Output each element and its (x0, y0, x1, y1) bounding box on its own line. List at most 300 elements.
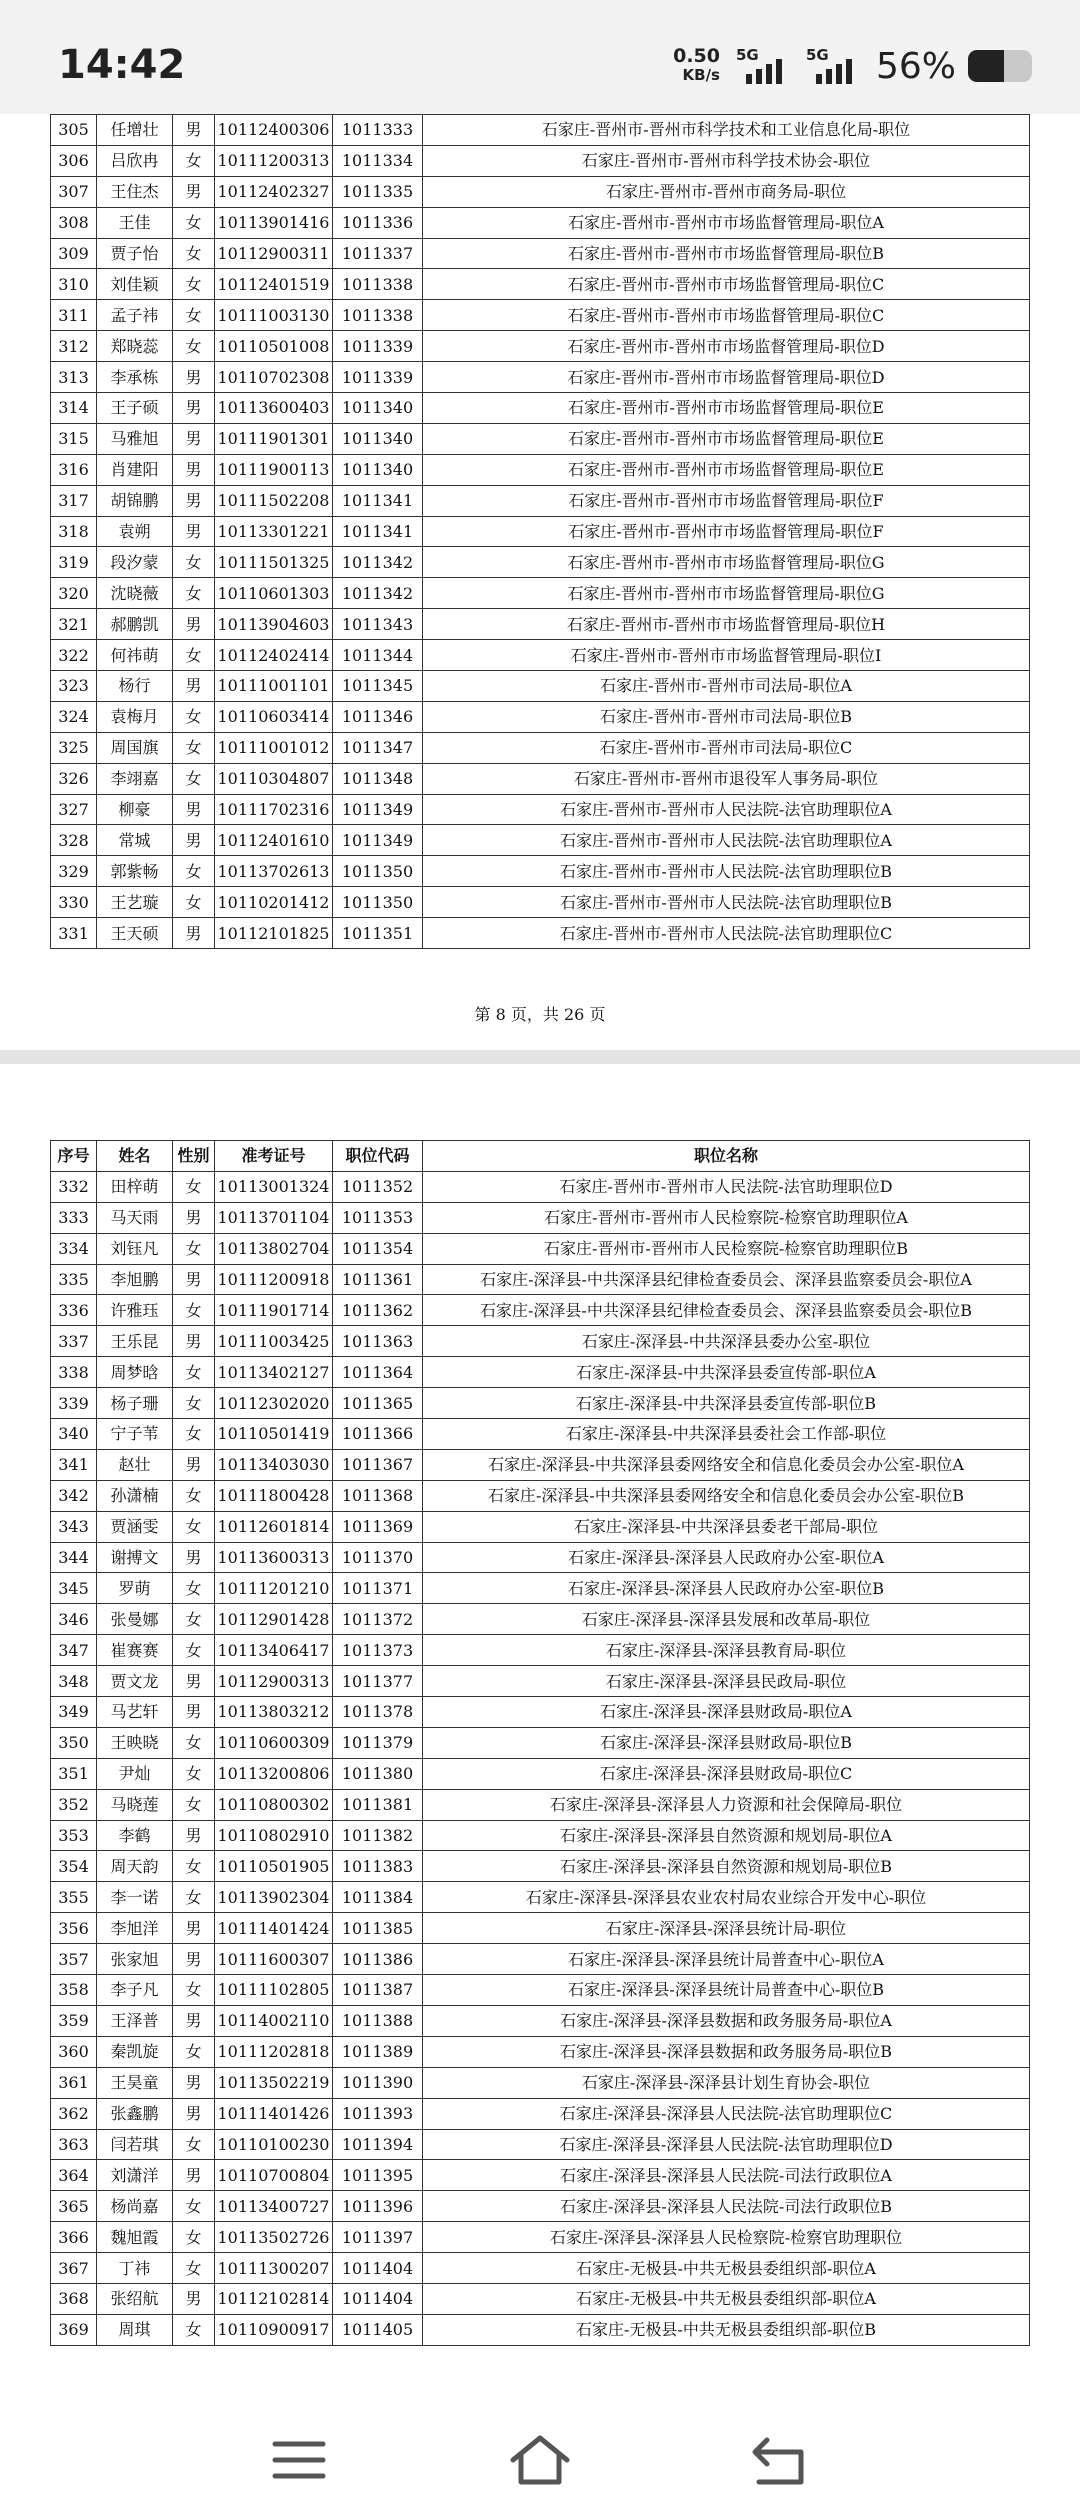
cell-name: 郝鹏凯 (97, 609, 173, 640)
cell-position-name: 石家庄-晋州市-晋州市司法局-职位B (423, 701, 1030, 732)
cell-index: 306 (51, 145, 97, 176)
cell-name: 何祎萌 (97, 640, 173, 671)
cell-exam-id: 10111501325 (215, 547, 333, 578)
table-row (51, 609, 1030, 640)
cell-position-code: 1011393 (333, 2098, 423, 2129)
cell-gender: 男 (173, 393, 215, 424)
battery-fill (968, 50, 1004, 82)
cell-exam-id: 10110700804 (215, 2160, 333, 2191)
cell-index: 323 (51, 671, 97, 702)
cell-exam-id: 10110304807 (215, 763, 333, 794)
cell-gender: 女 (173, 1511, 215, 1542)
cell-index: 309 (51, 238, 97, 269)
cell-position-code: 1011346 (333, 701, 423, 732)
cell-position-name: 石家庄-深泽县-深泽县财政局-职位C (423, 1758, 1030, 1789)
cell-position-name: 石家庄-晋州市-晋州市人民检察院-检察官助理职位B (423, 1233, 1030, 1264)
roster-table-page-9 (50, 1140, 1030, 2346)
cell-position-code: 1011363 (333, 1326, 423, 1357)
table-row (51, 671, 1030, 702)
cell-exam-id: 10111401424 (215, 1913, 333, 1944)
cell-position-code: 1011364 (333, 1357, 423, 1388)
cell-index: 315 (51, 423, 97, 454)
menu-icon[interactable] (265, 2430, 335, 2490)
cell-position-code: 1011334 (333, 145, 423, 176)
cell-index: 328 (51, 825, 97, 856)
cell-position-code: 1011386 (333, 1944, 423, 1975)
table-row (51, 1913, 1030, 1944)
cell-index: 346 (51, 1604, 97, 1635)
cell-gender: 男 (173, 454, 215, 485)
cell-name: 常城 (97, 825, 173, 856)
cell-name: 沈晓薇 (97, 578, 173, 609)
cell-gender: 男 (173, 485, 215, 516)
cell-exam-id: 10113200806 (215, 1758, 333, 1789)
header-position-code: 职位代码 (333, 1141, 423, 1172)
cell-position-code: 1011342 (333, 547, 423, 578)
back-icon[interactable] (745, 2430, 815, 2490)
cell-exam-id: 10112401519 (215, 269, 333, 300)
cell-index: 326 (51, 763, 97, 794)
cell-position-name: 石家庄-晋州市-晋州市市场监督管理局-职位D (423, 362, 1030, 393)
cell-position-code: 1011349 (333, 794, 423, 825)
cell-index: 341 (51, 1449, 97, 1480)
cell-position-name: 石家庄-深泽县-深泽县人民法院-法官助理职位C (423, 2098, 1030, 2129)
cell-gender: 女 (173, 1480, 215, 1511)
cell-exam-id: 10110800302 (215, 1789, 333, 1820)
cell-index: 366 (51, 2222, 97, 2253)
table-row (51, 1851, 1030, 1882)
table-row (51, 516, 1030, 547)
table-row (51, 856, 1030, 887)
cell-index: 362 (51, 2098, 97, 2129)
table-row (51, 918, 1030, 949)
cell-exam-id: 10111200313 (215, 145, 333, 176)
cell-gender: 女 (173, 145, 215, 176)
battery-icon (968, 50, 1032, 82)
cell-position-code: 1011380 (333, 1758, 423, 1789)
cell-position-code: 1011382 (333, 1820, 423, 1851)
cell-index: 327 (51, 794, 97, 825)
cell-position-name: 石家庄-晋州市-晋州市人民法院-法官助理职位B (423, 887, 1030, 918)
cell-exam-id: 10110501419 (215, 1419, 333, 1450)
cell-index: 340 (51, 1419, 97, 1450)
cell-gender: 男 (173, 1913, 215, 1944)
cell-gender: 男 (173, 1542, 215, 1573)
cell-position-name: 石家庄-晋州市-晋州市人民法院-法官助理职位C (423, 918, 1030, 949)
cell-index: 364 (51, 2160, 97, 2191)
cell-position-name: 石家庄-深泽县-深泽县统计局-职位 (423, 1913, 1030, 1944)
status-time: 14:42 (58, 42, 186, 88)
cell-position-name: 石家庄-深泽县-深泽县人民政府办公室-职位B (423, 1573, 1030, 1604)
cell-gender: 男 (173, 1264, 215, 1295)
cell-exam-id: 10111003130 (215, 300, 333, 331)
cell-gender: 女 (173, 1171, 215, 1202)
cell-name: 肖建阳 (97, 454, 173, 485)
cell-index: 325 (51, 732, 97, 763)
cell-gender: 女 (173, 1758, 215, 1789)
network-speed-unit: KB/s (682, 66, 720, 84)
table-row (51, 1542, 1030, 1573)
signal-1-label: 5G (735, 46, 759, 64)
cell-position-code: 1011367 (333, 1449, 423, 1480)
table-row (51, 1820, 1030, 1851)
cell-name: 田梓萌 (97, 1171, 173, 1202)
cell-name: 李翊嘉 (97, 763, 173, 794)
cell-position-name: 石家庄-晋州市-晋州市市场监督管理局-职位I (423, 640, 1030, 671)
page-divider (0, 1050, 1080, 1064)
cell-index: 334 (51, 1233, 97, 1264)
cell-position-name: 石家庄-深泽县-中共深泽县委网络安全和信息化委员会办公室-职位A (423, 1449, 1030, 1480)
cell-exam-id: 10112302020 (215, 1388, 333, 1419)
cell-index: 365 (51, 2191, 97, 2222)
home-icon[interactable] (505, 2430, 575, 2490)
cell-gender: 女 (173, 1233, 215, 1264)
cell-exam-id: 10112102814 (215, 2283, 333, 2314)
cell-index: 332 (51, 1171, 97, 1202)
cell-position-code: 1011368 (333, 1480, 423, 1511)
cell-name: 周琪 (97, 2314, 173, 2345)
cell-name: 周天韵 (97, 1851, 173, 1882)
cell-position-name: 石家庄-深泽县-深泽县自然资源和规划局-职位B (423, 1851, 1030, 1882)
cell-name: 王子硕 (97, 393, 173, 424)
cell-name: 李鹤 (97, 1820, 173, 1851)
cell-exam-id: 10111901714 (215, 1295, 333, 1326)
cell-name: 周梦晗 (97, 1357, 173, 1388)
cell-position-code: 1011342 (333, 578, 423, 609)
table-row (51, 331, 1030, 362)
cell-gender: 男 (173, 2283, 215, 2314)
cell-exam-id: 10112402327 (215, 176, 333, 207)
cell-gender: 男 (173, 609, 215, 640)
table-row (51, 238, 1030, 269)
table-row (51, 176, 1030, 207)
cell-position-code: 1011341 (333, 516, 423, 547)
cell-exam-id: 10112401610 (215, 825, 333, 856)
cell-name: 崔赛赛 (97, 1635, 173, 1666)
cell-position-code: 1011354 (333, 1233, 423, 1264)
cell-name: 郑晓蕊 (97, 331, 173, 362)
cell-position-name: 石家庄-深泽县-深泽县人民政府办公室-职位A (423, 1542, 1030, 1573)
cell-index: 355 (51, 1882, 97, 1913)
cell-name: 马艺轩 (97, 1697, 173, 1728)
table-row (51, 1697, 1030, 1728)
cell-position-name: 石家庄-深泽县-深泽县财政局-职位B (423, 1727, 1030, 1758)
cell-index: 329 (51, 856, 97, 887)
cell-gender: 女 (173, 1789, 215, 1820)
cell-index: 352 (51, 1789, 97, 1820)
cell-position-name: 石家庄-晋州市-晋州市市场监督管理局-职位C (423, 300, 1030, 331)
cell-gender: 女 (173, 1882, 215, 1913)
cell-gender: 男 (173, 794, 215, 825)
cell-gender: 女 (173, 1295, 215, 1326)
cell-index: 337 (51, 1326, 97, 1357)
cell-gender: 女 (173, 1388, 215, 1419)
roster-table-page-8 (50, 114, 1030, 949)
cell-index: 320 (51, 578, 97, 609)
cell-position-code: 1011338 (333, 300, 423, 331)
cell-position-code: 1011365 (333, 1388, 423, 1419)
cell-exam-id: 10110201412 (215, 887, 333, 918)
cell-gender: 男 (173, 1697, 215, 1728)
table-row (51, 887, 1030, 918)
cell-name: 魏旭霞 (97, 2222, 173, 2253)
cell-position-code: 1011337 (333, 238, 423, 269)
cell-position-name: 石家庄-深泽县-中共深泽县委网络安全和信息化委员会办公室-职位B (423, 1480, 1030, 1511)
cell-position-code: 1011333 (333, 115, 423, 146)
table-row (51, 1944, 1030, 1975)
cell-gender: 女 (173, 2222, 215, 2253)
cell-position-name: 石家庄-无极县-中共无极县委组织部-职位B (423, 2314, 1030, 2345)
cell-gender: 女 (173, 1635, 215, 1666)
table-row (51, 2222, 1030, 2253)
table-row (51, 145, 1030, 176)
cell-name: 王住杰 (97, 176, 173, 207)
cell-position-code: 1011381 (333, 1789, 423, 1820)
cell-position-code: 1011351 (333, 918, 423, 949)
cell-position-code: 1011353 (333, 1202, 423, 1233)
cell-position-code: 1011338 (333, 269, 423, 300)
cell-position-name: 石家庄-晋州市-晋州市市场监督管理局-职位E (423, 423, 1030, 454)
cell-position-code: 1011379 (333, 1727, 423, 1758)
cell-position-name: 石家庄-深泽县-深泽县数据和政务服务局-职位B (423, 2036, 1030, 2067)
cell-exam-id: 10113400727 (215, 2191, 333, 2222)
cell-position-name: 石家庄-深泽县-中共深泽县纪律检查委员会、深泽县监察委员会-职位B (423, 1295, 1030, 1326)
cell-exam-id: 10113904603 (215, 609, 333, 640)
cell-position-name: 石家庄-深泽县-中共深泽县委宣传部-职位B (423, 1388, 1030, 1419)
cell-position-name: 石家庄-晋州市-晋州市市场监督管理局-职位G (423, 547, 1030, 578)
cell-position-name: 石家庄-晋州市-晋州市人民法院-法官助理职位A (423, 825, 1030, 856)
table-row (51, 732, 1030, 763)
cell-gender: 女 (173, 1604, 215, 1635)
cell-position-code: 1011385 (333, 1913, 423, 1944)
cell-name: 李旭鹏 (97, 1264, 173, 1295)
cell-name: 柳豪 (97, 794, 173, 825)
cell-exam-id: 10110501008 (215, 331, 333, 362)
cell-position-name: 石家庄-深泽县-深泽县统计局普查中心-职位B (423, 1975, 1030, 2006)
cell-name: 杨尚嘉 (97, 2191, 173, 2222)
cell-gender: 女 (173, 578, 215, 609)
table-row (51, 1357, 1030, 1388)
cell-name: 王乐昆 (97, 1326, 173, 1357)
cell-index: 312 (51, 331, 97, 362)
cell-gender: 女 (173, 640, 215, 671)
header-name: 姓名 (97, 1141, 173, 1172)
table-row (51, 362, 1030, 393)
cell-exam-id: 10112101825 (215, 918, 333, 949)
cell-position-name: 石家庄-晋州市-晋州市市场监督管理局-职位E (423, 454, 1030, 485)
cell-exam-id: 10110501905 (215, 1851, 333, 1882)
cell-index: 347 (51, 1635, 97, 1666)
cell-exam-id: 10111202818 (215, 2036, 333, 2067)
cell-index: 324 (51, 701, 97, 732)
cell-index: 338 (51, 1357, 97, 1388)
cell-gender: 女 (173, 207, 215, 238)
table-row (51, 1789, 1030, 1820)
cell-exam-id: 10110802910 (215, 1820, 333, 1851)
cell-position-name: 石家庄-深泽县-深泽县发展和改革局-职位 (423, 1604, 1030, 1635)
cell-exam-id: 10110900917 (215, 2314, 333, 2345)
cell-position-code: 1011388 (333, 2005, 423, 2036)
cell-gender: 女 (173, 856, 215, 887)
cell-position-code: 1011378 (333, 1697, 423, 1728)
cell-position-name: 石家庄-深泽县-中共深泽县委办公室-职位 (423, 1326, 1030, 1357)
cell-name: 孙潇楠 (97, 1480, 173, 1511)
cell-exam-id: 10110600309 (215, 1727, 333, 1758)
cell-position-name: 石家庄-晋州市-晋州市市场监督管理局-职位C (423, 269, 1030, 300)
cell-position-name: 石家庄-深泽县-中共深泽县委老干部局-职位 (423, 1511, 1030, 1542)
cell-index: 358 (51, 1975, 97, 2006)
cell-position-name: 石家庄-晋州市-晋州市人民检察院-检察官助理职位A (423, 1202, 1030, 1233)
cell-exam-id: 10111901301 (215, 423, 333, 454)
table-row (51, 1388, 1030, 1419)
cell-name: 段汐蒙 (97, 547, 173, 578)
cell-position-name: 石家庄-晋州市-晋州市人民法院-法官助理职位A (423, 794, 1030, 825)
cell-exam-id: 10112402414 (215, 640, 333, 671)
cell-exam-id: 10113701104 (215, 1202, 333, 1233)
table-row (51, 1419, 1030, 1450)
cell-gender: 男 (173, 2067, 215, 2098)
cell-index: 308 (51, 207, 97, 238)
cell-exam-id: 10113301221 (215, 516, 333, 547)
table-row (51, 207, 1030, 238)
cell-exam-id: 10111502208 (215, 485, 333, 516)
cell-name: 谢搏文 (97, 1542, 173, 1573)
cell-position-code: 1011395 (333, 2160, 423, 2191)
cell-position-name: 石家庄-深泽县-深泽县自然资源和规划局-职位A (423, 1820, 1030, 1851)
cell-position-code: 1011394 (333, 2129, 423, 2160)
table-row (51, 2067, 1030, 2098)
table-row (51, 2191, 1030, 2222)
header-exam-id: 准考证号 (215, 1141, 333, 1172)
cell-index: 367 (51, 2253, 97, 2284)
cell-name: 杨子珊 (97, 1388, 173, 1419)
cell-name: 宁子苇 (97, 1419, 173, 1450)
cell-position-name: 石家庄-晋州市-晋州市市场监督管理局-职位G (423, 578, 1030, 609)
cell-index: 316 (51, 454, 97, 485)
cell-name: 李子凡 (97, 1975, 173, 2006)
document-page-9 (50, 1096, 1030, 2396)
table-row (51, 640, 1030, 671)
cell-name: 闫若琪 (97, 2129, 173, 2160)
cell-exam-id: 10113600403 (215, 393, 333, 424)
cell-gender: 女 (173, 2191, 215, 2222)
cell-position-name: 石家庄-晋州市-晋州市市场监督管理局-职位D (423, 331, 1030, 362)
cell-index: 363 (51, 2129, 97, 2160)
cell-position-name: 石家庄-深泽县-深泽县统计局普查中心-职位A (423, 1944, 1030, 1975)
cell-gender: 女 (173, 331, 215, 362)
cell-position-name: 石家庄-深泽县-深泽县人民法院-司法行政职位B (423, 2191, 1030, 2222)
cell-index: 314 (51, 393, 97, 424)
cell-index: 354 (51, 1851, 97, 1882)
cell-exam-id: 10111200918 (215, 1264, 333, 1295)
table-row (51, 393, 1030, 424)
cell-position-code: 1011361 (333, 1264, 423, 1295)
table-header-row (51, 1141, 1030, 1172)
cell-position-name: 石家庄-深泽县-深泽县民政局-职位 (423, 1666, 1030, 1697)
cell-name: 贾文龙 (97, 1666, 173, 1697)
cell-gender: 女 (173, 1357, 215, 1388)
table-row (51, 2314, 1030, 2345)
cell-position-name: 石家庄-深泽县-中共深泽县委社会工作部-职位 (423, 1419, 1030, 1450)
cell-index: 343 (51, 1511, 97, 1542)
cell-name: 刘钰凡 (97, 1233, 173, 1264)
cell-position-name: 石家庄-深泽县-深泽县数据和政务服务局-职位A (423, 2005, 1030, 2036)
cell-name: 胡锦鹏 (97, 485, 173, 516)
cell-index: 313 (51, 362, 97, 393)
cell-position-name: 石家庄-无极县-中共无极县委组织部-职位A (423, 2283, 1030, 2314)
cell-name: 秦凯旋 (97, 2036, 173, 2067)
table-row (51, 1604, 1030, 1635)
cell-gender: 女 (173, 701, 215, 732)
status-bar (0, 0, 1080, 114)
cell-exam-id: 10113403030 (215, 1449, 333, 1480)
cell-gender: 男 (173, 1944, 215, 1975)
cell-exam-id: 10111702316 (215, 794, 333, 825)
table-row (51, 1758, 1030, 1789)
network-speed-value: 0.50 (673, 45, 720, 67)
header-position-name: 职位名称 (423, 1141, 1030, 1172)
cell-exam-id: 10111001012 (215, 732, 333, 763)
cell-gender: 女 (173, 2253, 215, 2284)
cell-position-code: 1011335 (333, 176, 423, 207)
cell-exam-id: 10111900113 (215, 454, 333, 485)
cell-name: 许雅珏 (97, 1295, 173, 1326)
cell-position-name: 石家庄-深泽县-深泽县人民法院-法官助理职位D (423, 2129, 1030, 2160)
cell-position-code: 1011340 (333, 393, 423, 424)
signal-1-icon (736, 46, 792, 86)
cell-position-name: 石家庄-晋州市-晋州市商务局-职位 (423, 176, 1030, 207)
cell-exam-id: 10113902304 (215, 1882, 333, 1913)
cell-index: 330 (51, 887, 97, 918)
status-icons (673, 46, 1032, 86)
cell-name: 贾涵雯 (97, 1511, 173, 1542)
table-row (51, 2283, 1030, 2314)
table-row (51, 701, 1030, 732)
cell-exam-id: 10113600313 (215, 1542, 333, 1573)
cell-position-name: 石家庄-晋州市-晋州市市场监督管理局-职位A (423, 207, 1030, 238)
cell-gender: 女 (173, 269, 215, 300)
table-row (51, 2098, 1030, 2129)
cell-exam-id: 10113702613 (215, 856, 333, 887)
table-row (51, 115, 1030, 146)
cell-position-name: 石家庄-深泽县-深泽县农业农村局农业综合开发中心-职位 (423, 1882, 1030, 1913)
cell-position-name: 石家庄-无极县-中共无极县委组织部-职位A (423, 2253, 1030, 2284)
cell-position-name: 石家庄-深泽县-中共深泽县委宣传部-职位A (423, 1357, 1030, 1388)
cell-exam-id: 10110601303 (215, 578, 333, 609)
cell-gender: 男 (173, 671, 215, 702)
cell-gender: 女 (173, 887, 215, 918)
cell-gender: 女 (173, 1727, 215, 1758)
table-row (51, 1727, 1030, 1758)
cell-index: 339 (51, 1388, 97, 1419)
cell-exam-id: 10114002110 (215, 2005, 333, 2036)
header-gender: 性别 (173, 1141, 215, 1172)
cell-position-code: 1011339 (333, 362, 423, 393)
cell-name: 刘佳颖 (97, 269, 173, 300)
cell-position-code: 1011362 (333, 1295, 423, 1326)
cell-gender: 男 (173, 1326, 215, 1357)
cell-position-name: 石家庄-晋州市-晋州市市场监督管理局-职位E (423, 393, 1030, 424)
cell-exam-id: 10113802704 (215, 1233, 333, 1264)
cell-exam-id: 10111201210 (215, 1573, 333, 1604)
cell-name: 李一诺 (97, 1882, 173, 1913)
cell-index: 305 (51, 115, 97, 146)
cell-position-name: 石家庄-深泽县-深泽县人民检察院-检察官助理职位 (423, 2222, 1030, 2253)
header-index: 序号 (51, 1141, 97, 1172)
cell-exam-id: 10111001101 (215, 671, 333, 702)
cell-position-name: 石家庄-深泽县-深泽县计划生育协会-职位 (423, 2067, 1030, 2098)
cell-index: 321 (51, 609, 97, 640)
